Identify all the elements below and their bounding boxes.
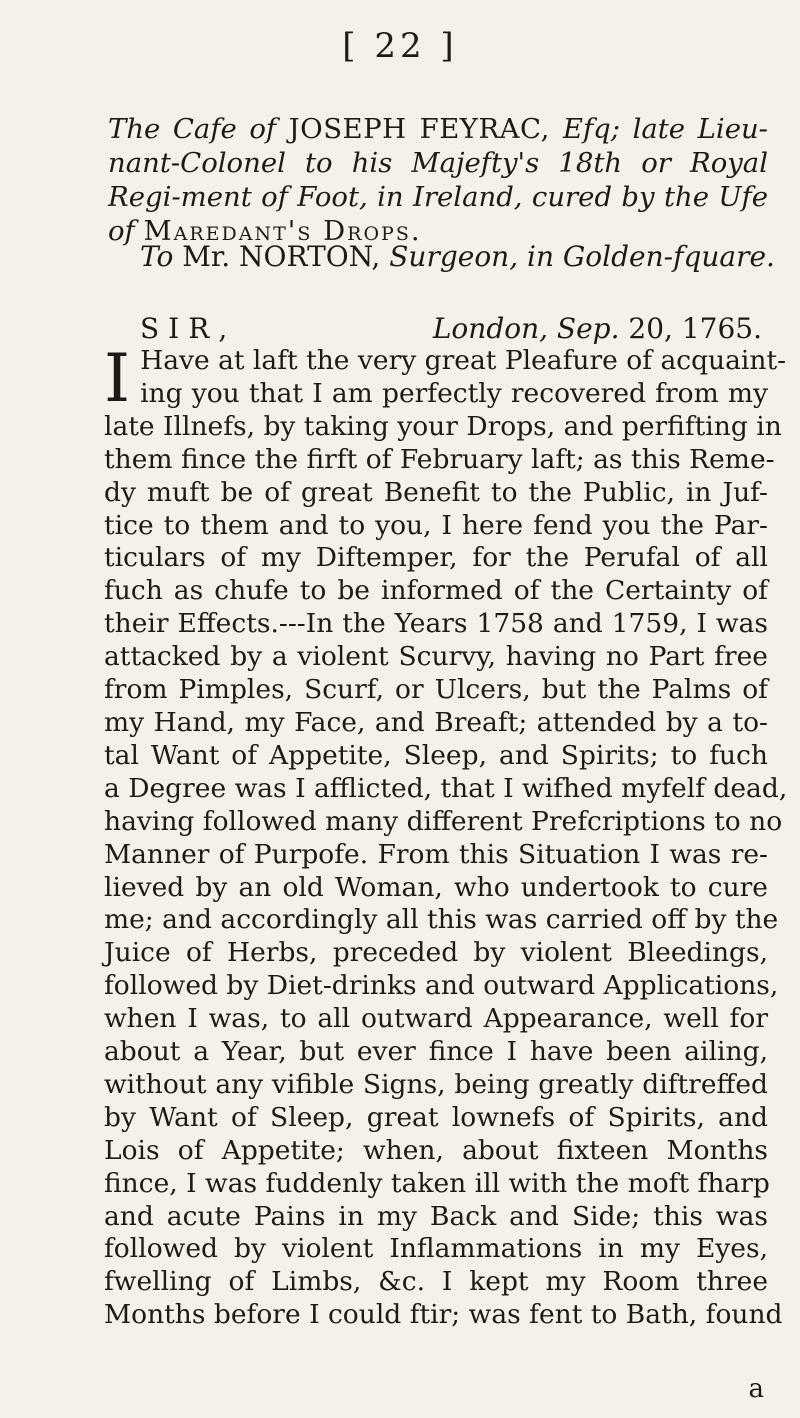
letter-line: Have at laft the very great Pleafure of acquaint- [140,345,787,376]
letter-line: followed by Diet-drinks and outward Applications, [104,970,779,1002]
letter-lines [104,340,788,1332]
letter-line: late Illnefs, by taking your Drops, and perfifting in [104,410,782,442]
heading-remedy-name: Maredant's Drops. [143,215,422,247]
letter-line: fuch as chufe to be informed of the Certainty of [104,575,768,607]
letter-line: by Want of Sleep, great lownefs of Spirits, and [104,1101,768,1133]
letter-line: about a Year, but ever fince I have been ailing, [104,1036,768,1068]
letter-place-date [433,312,762,345]
letter-line: followed by violent Inflammations in my Eyes, [104,1233,768,1265]
letter-line: and acute Pains in my Back and Side; this was [104,1200,768,1232]
letter-line: them fince the firft of February laft; as this Reme- [104,443,775,475]
letter-line: without any vifible Signs, being greatly diftreffed [104,1068,768,1100]
addressee-to: To [140,240,183,273]
letter-date: 20, 1765. [628,312,762,345]
catchword: a [748,1374,764,1404]
drop-cap: I [104,340,131,417]
letter-line: a Degree was I afflicted, that I wifhed myfelf dead, [104,772,788,804]
heading-case-of: The Cafe of [108,113,289,145]
salutation-sir: SIR, [140,312,237,345]
letter-body [104,340,788,1332]
letter-line: fince, I was fuddenly taken ill with the moft fharp [104,1167,770,1199]
letter-line: attacked by a violent Scurvy, having no Part free [104,641,768,673]
letter-line: my Hand, my Face, and Breaft; attended by a to- [104,706,768,738]
letter-line: having followed many different Prefcriptions to no [104,805,783,837]
letter-line: when I was, to all outward Appearance, well for [104,1003,768,1035]
case-heading [108,112,768,248]
salutation-row [140,312,762,348]
letter-line: ticulars of my Diftemper, for the Perufal of all [104,542,768,574]
letter-line: their Effects.---In the Years 1758 and 1759, I was [104,608,768,640]
letter-line: tice to them and to you, I here fend you the Par- [104,509,768,541]
heading-description: Efq; late Lieu-nant-Colonel to his Majefty's 18th or Royal Regi-ment of Foot, in Ireland, cured by the Ufe of [108,113,768,247]
letter-line: me; and accordingly all this was carried off by the [104,904,779,936]
letter-line: lieved by an old Woman, who undertook to cure [104,871,768,903]
letter-line: from Pimples, Scurf, or Ulcers, but the Palms of [104,674,768,706]
letter-line: Lois of Appetite; when, about fixteen Months [104,1134,768,1166]
letter-line: Juice of Herbs, preceded by violent Bleedings, [104,937,768,969]
letter-line: dy muft be of great Benefit to the Public, in Juf- [104,476,768,508]
addressee-name: Mr. NORTON, [182,240,390,273]
letter-line: tal Want of Appetite, Sleep, and Spirits; to fuch [104,739,768,771]
letter-line: Manner of Purpofe. From this Situation I was re- [104,838,768,870]
letter-line: fwelling of Limbs, &c. I kept my Room three [104,1266,768,1298]
heading-patient-name: JOSEPH FEYRAC, [288,113,563,145]
addressee-title: Surgeon, in Golden-fquare. [389,240,775,273]
addressee-line [140,240,780,274]
letter-line: ing you that I am perfectly recovered from my [140,377,768,409]
letter-line: Months before I could ftir; was fent to Bath, found [104,1299,783,1331]
page-number: [ 22 ] [342,26,458,66]
letter-place: London, Sep. [432,312,629,345]
